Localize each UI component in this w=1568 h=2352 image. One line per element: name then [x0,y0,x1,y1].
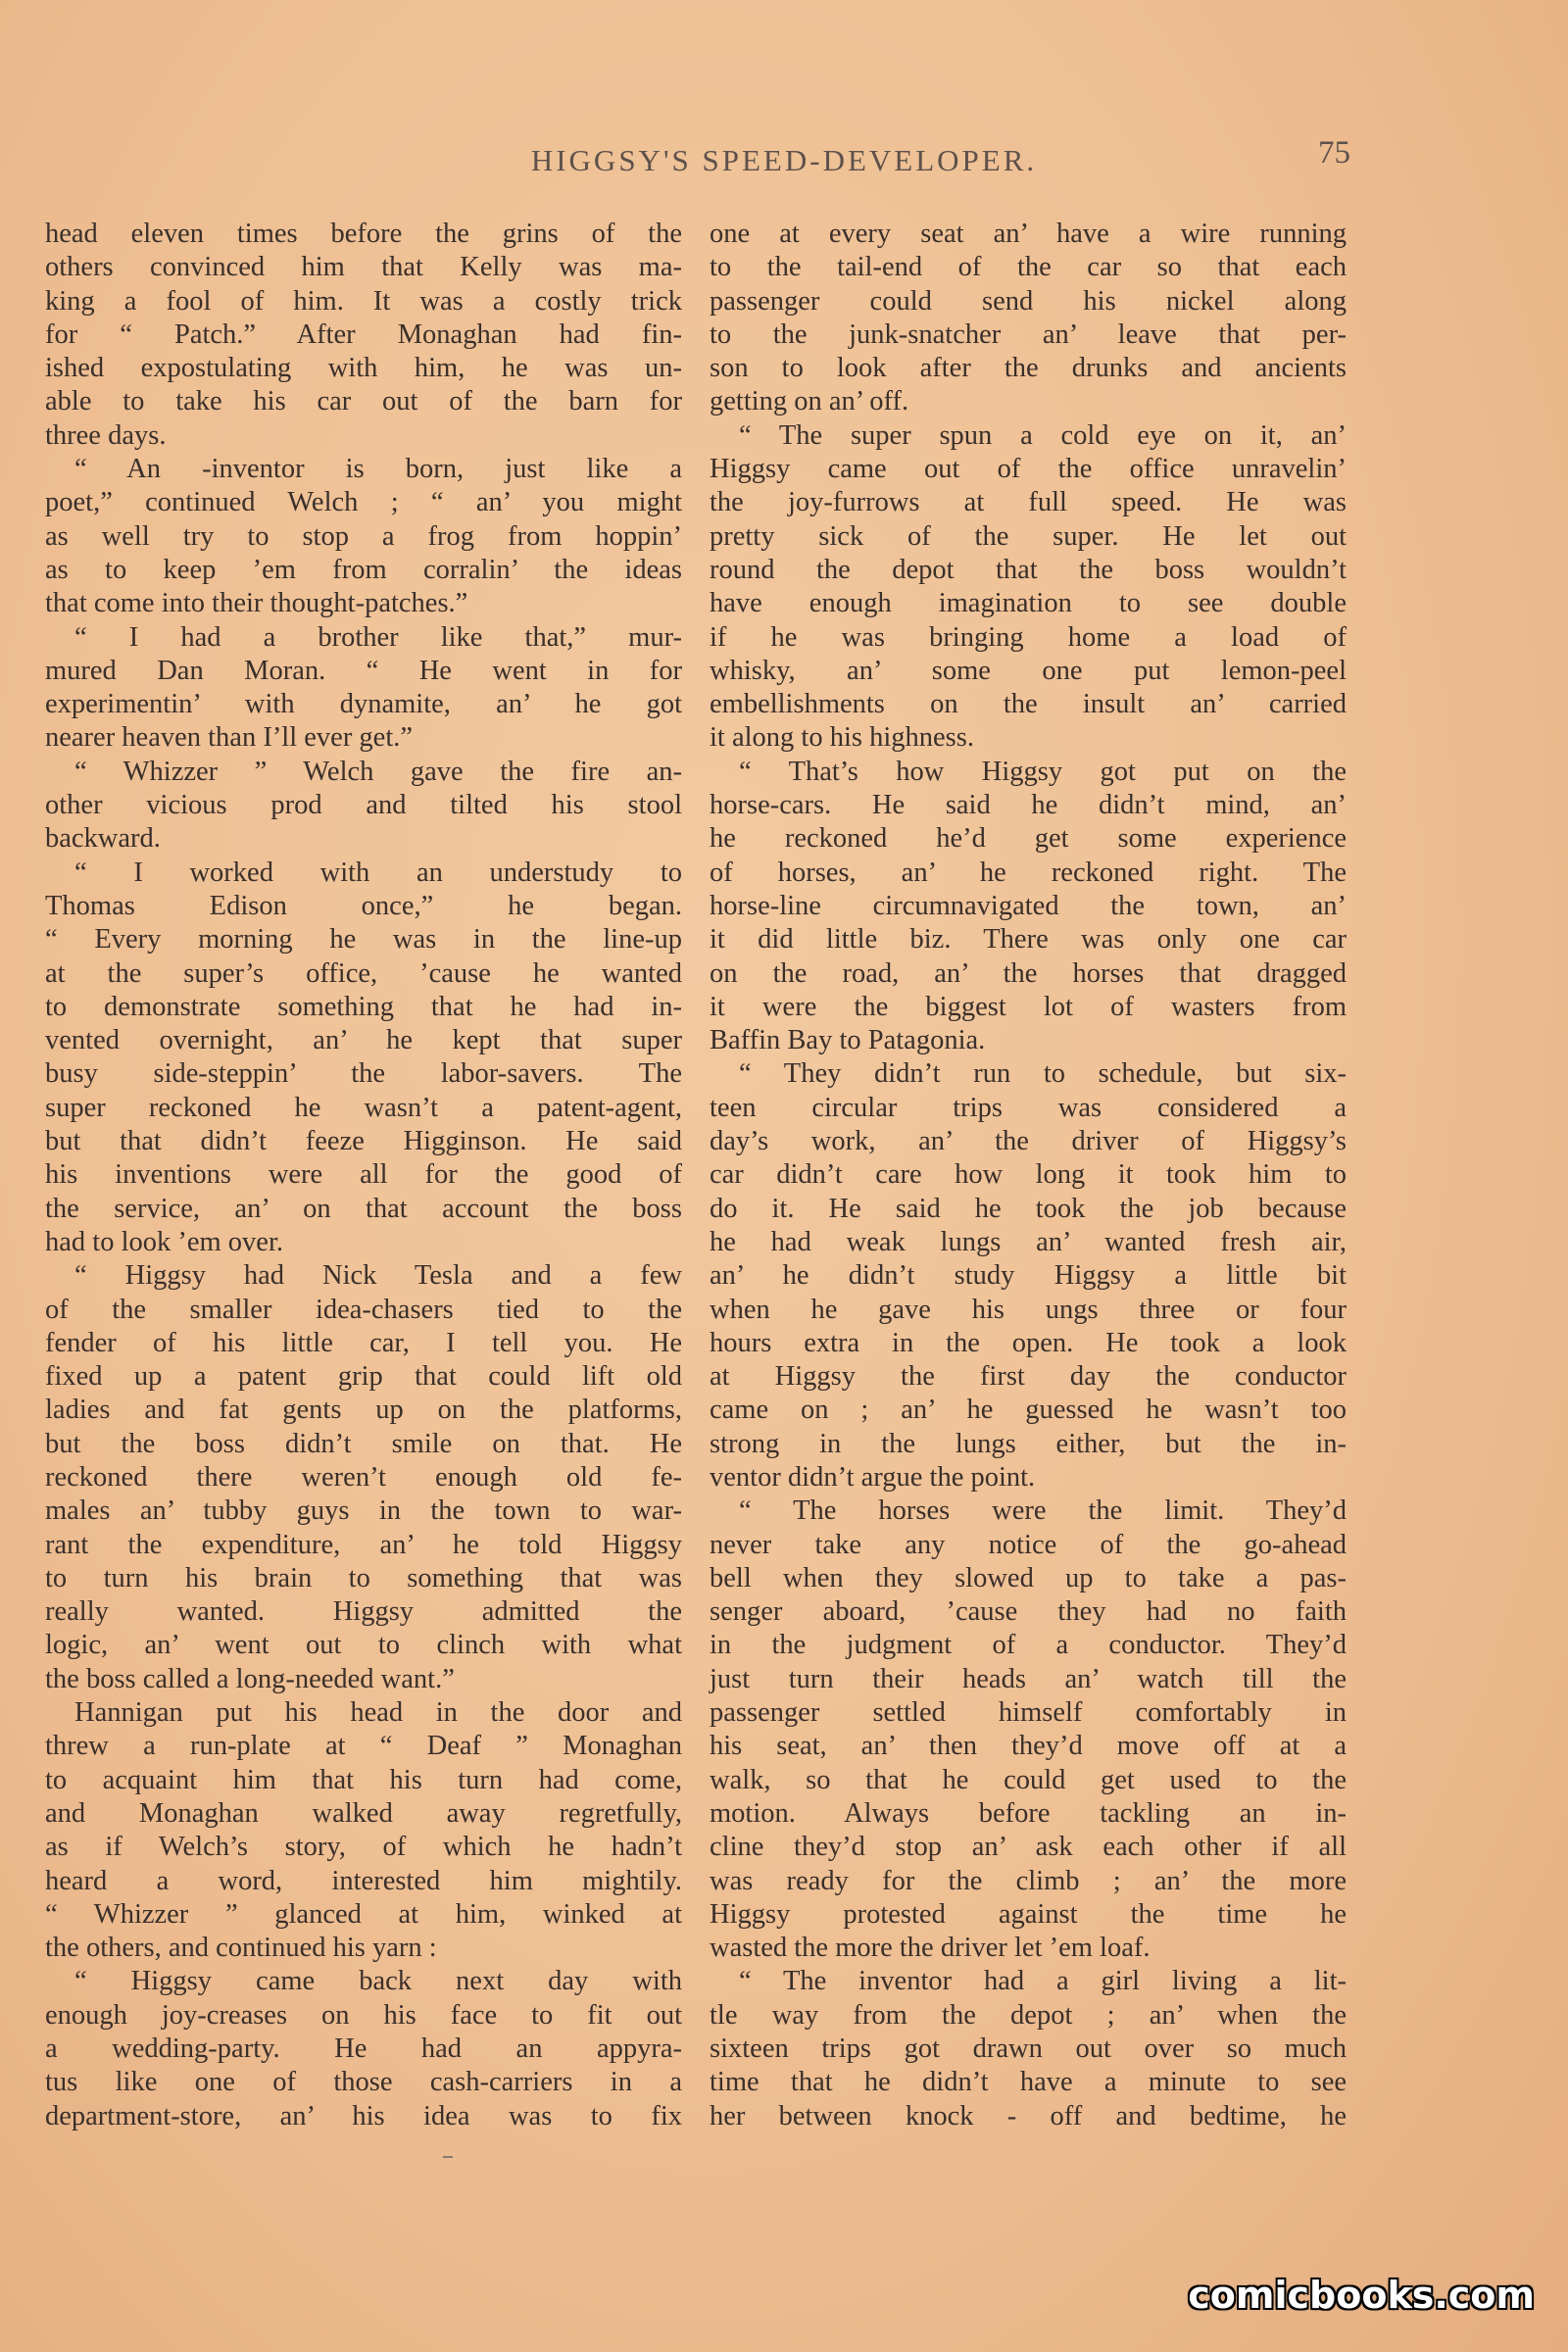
text-line: he reckoned he’d get some experience [710,823,1347,855]
text-line: have enough imagination to see double [710,588,1347,619]
text-line: of horses, an’ he reckoned right. The [710,857,1347,888]
text-line: walk, so that he could get used to the [710,1764,1347,1795]
text-line: strong in the lungs either, but the in- [710,1428,1347,1459]
watermark-logo: comicbooks.com [1188,2274,1535,2317]
text-line: as if Welch’s story, of which he hadn’t [45,1832,682,1863]
text-line: in the judgment of a conductor. They’d [710,1630,1347,1661]
text-line: reckoned there weren’t enough old fe- [45,1461,682,1493]
text-line: “ They didn’t run to schedule, but six- [739,1058,1347,1090]
text-line: “ That’s how Higgsy got put on the [739,756,1347,787]
text-line: head eleven times before the grins of the [45,219,682,249]
text-line: three days. [45,419,167,451]
text-line: to acquaint him that his turn had come, [45,1764,682,1795]
text-line: just turn their heads an’ watch till the [710,1663,1347,1694]
text-line: came on ; an’ he guessed he wasn’t too [710,1395,1347,1426]
text-line: wasted the more the driver let ’em loaf. [710,1933,1151,1964]
text-line: Higgsy came out of the office unravelin’ [710,454,1347,485]
text-line: his inventions were all for the good of [45,1159,682,1191]
text-line: a wedding-party. He had an appyra- [45,2034,682,2065]
text-line: her between knock - off and bedtime, he [710,2100,1347,2132]
text-line: hours extra in the open. He took a look [710,1327,1347,1358]
text-line: fender of his little car, I tell you. He [45,1327,682,1358]
text-line: the joy-furrows at full speed. He was [710,487,1347,518]
text-line: embellishments on the insult an’ carried [710,689,1347,720]
text-line: ventor didn’t argue the point. [710,1461,1036,1493]
text-line: it did little biz. There was only one car [710,924,1347,956]
text-line: Hannigan put his head in the door and [74,1697,682,1729]
text-line: department-store, an’ his idea was to fix [45,2100,682,2132]
text-line: cline they’d stop an’ ask each other if all [710,1832,1347,1863]
text-line: motion. Always before tackling an in- [710,1797,1347,1829]
left-text-column [45,218,682,2133]
text-line: super reckoned he wasn’t a patent-agent, [45,1092,682,1123]
text-line: rant the expenditure, an’ he told Higgsy [45,1529,682,1560]
text-line: Higgsy protested against the time he [710,1898,1347,1930]
text-line: ladies and fat gents up on the platforms, [45,1395,682,1426]
text-line: his seat, an’ then they’d move off at a [710,1731,1347,1762]
page-number: 75 [1318,135,1350,171]
text-line: to the junk-snatcher an’ leave that per- [710,318,1347,350]
text-line: passenger settled himself comfortably in [710,1697,1347,1729]
text-line: time that he didn’t have a minute to see [710,2067,1347,2098]
text-line: had to look ’em over. [45,1226,283,1257]
text-line: ished expostulating with him, he was un- [45,353,682,384]
text-line: Baffin Bay to Patagonia. [710,1025,986,1056]
text-line: if he was bringing home a load of [710,621,1347,653]
text-line: it along to his highness. [710,722,974,754]
text-line: experimentin’ with dynamite, an’ he got [45,689,682,720]
text-line: really wanted. Higgsy admitted the [45,1596,682,1628]
text-line: car didn’t care how long it took him to [710,1159,1347,1191]
text-line: to demonstrate something that he had in- [45,991,682,1022]
text-line: the service, an’ on that account the boss [45,1193,682,1224]
text-line: Thomas Edison once,” he began. [45,890,682,921]
text-line: was ready for the climb ; an’ the more [710,1865,1347,1896]
text-line: and Monaghan walked away regretfully, [45,1797,682,1829]
text-line: enough joy-creases on his face to fit out [45,1999,682,2031]
text-line: poet,” continued Welch ; “ an’ you might [45,487,682,518]
text-line: logic, an’ went out to clinch with what [45,1630,682,1661]
text-line: fixed up a patent grip that could lift old [45,1361,682,1393]
text-line: pretty sick of the super. He let out [710,520,1347,552]
text-line: it were the biggest lot of wasters from [710,991,1347,1022]
text-line: males an’ tubby guys in the town to war- [45,1495,682,1527]
text-line: do it. He said he took the job because [710,1193,1347,1224]
text-line: “ Whizzer ” glanced at him, winked at [45,1898,682,1930]
text-line: but that didn’t feeze Higginson. He said [45,1126,682,1157]
text-line: teen circular trips was considered a [710,1092,1347,1123]
text-line: whisky, an’ some one put lemon-peel [710,655,1347,686]
text-line: bell when they slowed up to take a pas- [710,1562,1347,1593]
stray-mark [443,2156,453,2158]
text-line: nearer heaven than I’ll ever get.” [45,722,414,754]
text-line: the boss called a long-needed want.” [45,1663,455,1694]
text-line: tus like one of those cash-carriers in a [45,2067,682,2098]
text-line: as well try to stop a frog from hoppin’ [45,520,682,552]
text-line: on the road, an’ the horses that dragged [710,957,1347,989]
text-line: for “ Patch.” After Monaghan had fin- [45,318,682,350]
text-line: “ The horses were the limit. They’d [739,1495,1347,1527]
text-line: “ The inventor had a girl living a lit- [739,1966,1347,1997]
text-line: “ Higgsy came back next day with [74,1966,682,1997]
text-line: passenger could send his nickel along [710,285,1347,317]
text-line: “ Every morning he was in the line-up [45,924,682,956]
text-line: never take any notice of the go-ahead [710,1529,1347,1560]
text-line: day’s work, an’ the driver of Higgsy’s [710,1126,1347,1157]
text-line: he had weak lungs an’ wanted fresh air, [710,1226,1347,1257]
text-line: busy side-steppin’ the labor-savers. The [45,1058,682,1090]
text-line: when he gave his ungs three or four [710,1294,1347,1325]
text-line: sixteen trips got drawn out over so much [710,2034,1347,2065]
text-line: mured Dan Moran. “ He went in for [45,655,682,686]
text-line: others convinced him that Kelly was ma- [45,252,682,283]
text-line: son to look after the drunks and ancients [710,353,1347,384]
text-line: “ The super spun a cold eye on it, an’ [739,419,1347,451]
running-title: HIGGSY'S SPEED-DEVELOPER. [530,143,1038,177]
text-line: as to keep ’em from corralin’ the ideas [45,554,682,585]
text-line: of the smaller idea-chasers tied to the [45,1294,682,1325]
text-line: but the boss didn’t smile on that. He [45,1428,682,1459]
text-line: at the super’s office, ’cause he wanted [45,957,682,989]
text-line: heard a word, interested him mightily. [45,1865,682,1896]
text-line: one at every seat an’ have a wire running [710,219,1347,249]
text-line: getting on an’ off. [710,386,909,417]
text-line: “ An -inventor is born, just like a [74,454,682,485]
text-line: round the depot that the boss wouldn’t [710,554,1347,585]
text-line: “ Higgsy had Nick Tesla and a few [74,1260,682,1292]
text-line: that come into their thought-patches.” [45,588,468,619]
text-line: threw a run-plate at “ Deaf ” Monaghan [45,1731,682,1762]
text-line: an’ he didn’t study Higgsy a little bit [710,1260,1347,1292]
text-line: senger aboard, ’cause they had no faith [710,1596,1347,1628]
text-line: to the tail-end of the car so that each [710,252,1347,283]
text-line: the others, and continued his yarn : [45,1933,437,1964]
text-line: horse-cars. He said he didn’t mind, an’ [710,790,1347,821]
text-line: to turn his brain to something that was [45,1562,682,1593]
text-line: vented overnight, an’ he kept that super [45,1025,682,1056]
right-text-column [710,218,1347,2133]
text-line: “ I worked with an understudy to [74,857,682,888]
text-line: backward. [45,823,161,855]
text-line: “ Whizzer ” Welch gave the fire an- [74,756,682,787]
text-line: other vicious prod and tilted his stool [45,790,682,821]
text-line: horse-line circumnavigated the town, an’ [710,890,1347,921]
text-line: king a fool of him. It was a costly trick [45,285,682,317]
text-line: “ I had a brother like that,” mur- [74,621,682,653]
text-line: at Higgsy the first day the conductor [710,1361,1347,1393]
text-line: tle way from the depot ; an’ when the [710,1999,1347,2031]
text-line: able to take his car out of the barn for [45,386,682,417]
